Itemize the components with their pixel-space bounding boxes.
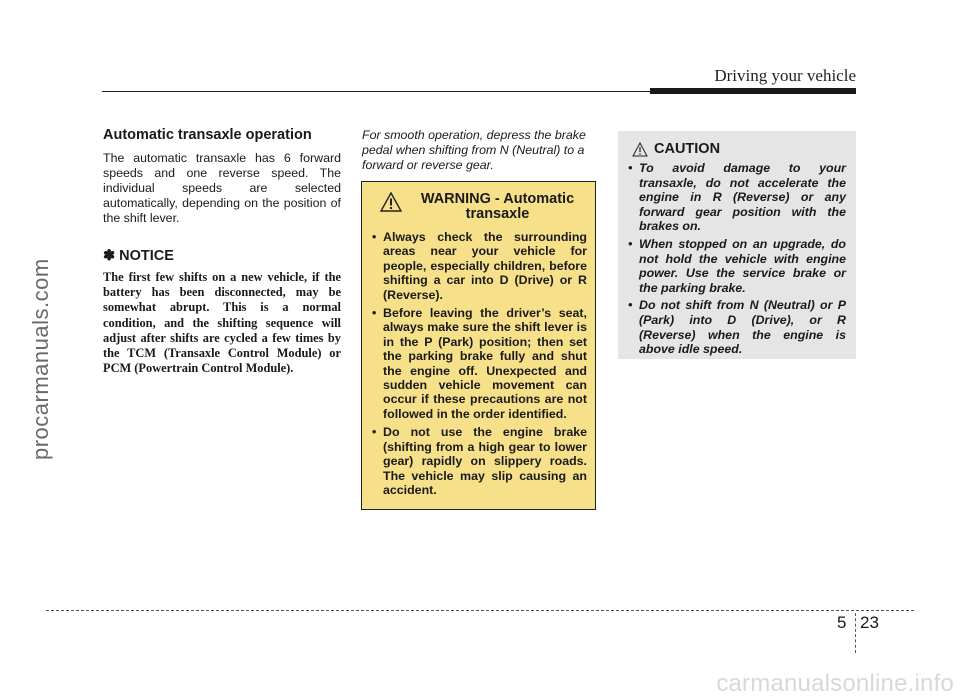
notice-heading bbox=[103, 248, 341, 264]
list-item: • Do not use the engine brake (shifting from a high gear to lower gear) rapidly on slippery roads. The vehicle may slip causing an accident. bbox=[372, 425, 587, 497]
chapter-number: 5 bbox=[837, 613, 847, 632]
page-number-divider bbox=[855, 613, 856, 653]
footer-rule bbox=[46, 610, 914, 611]
warning-list bbox=[372, 230, 587, 497]
warning-title-line-2: transaxle bbox=[465, 206, 530, 222]
list-item: • Always check the surrounding areas near your vehicle for people, especially children, before shifting a car into D (Drive) or R (Reverse). bbox=[372, 230, 587, 302]
header-rule-bar bbox=[650, 88, 856, 94]
list-item: • To avoid damage to your transaxle, do not accelerate the engine in R (Reverse) or any forward gear position with the brakes on. bbox=[628, 161, 846, 234]
list-item: • When stopped on an upgrade, do not hold the vehicle with engine power. Use the service brake or the parking brake. bbox=[628, 236, 846, 295]
caution-item-text: To avoid damage to your transaxle, do not accelerate the engine in R (Reverse) or any forward gear position with the brakes on. bbox=[639, 161, 846, 234]
page-number: 23 bbox=[860, 613, 879, 632]
list-item: • Before leaving the driver’s seat, always make sure the shift lever is in the P (Park) position; then set the parking brake fully and shut the engine off. Unexpected and sudden vehicle movement can occur if these precautions are not followed in the order identified. bbox=[372, 306, 587, 421]
caution-triangle-icon bbox=[632, 142, 648, 157]
caution-item-text: When stopped on an upgrade, do not hold the vehicle with engine power. Use the service brake or the parking brake. bbox=[639, 236, 846, 295]
warning-item-text: Always check the surrounding areas near your vehicle for people, especially children, before shifting a car into D (Drive) or R (Reverse). bbox=[383, 230, 587, 302]
list-item: • Do not shift from N (Neutral) or P (Park) into D (Drive), or R (Reverse) when the engine is above idle speed. bbox=[628, 298, 846, 357]
notice-text: The first few shifts on a new vehicle, if the battery has been disconnected, may be somewhat abrupt. This is a normal condition, and the shifting sequence will adjust after shifts are cycled a few times by the TCM (Transaxle Control Module) or PCM (Powertrain Control Module). bbox=[103, 270, 341, 376]
warning-title bbox=[408, 192, 587, 222]
smooth-operation-text: For smooth operation, depress the brake pedal when shifting from N (Neutral) to a forward or reverse gear. bbox=[362, 128, 586, 172]
warning-triangle-icon bbox=[380, 192, 402, 212]
caution-list bbox=[628, 161, 846, 357]
bottom-watermark: carmanualsonline.info bbox=[716, 670, 954, 697]
transaxle-description: The automatic transaxle has 6 forward speeds and one reverse speed. The individual speeds are selected automatically, depending on the position of the shift lever. bbox=[103, 151, 341, 225]
caution-box bbox=[618, 131, 856, 359]
left-column bbox=[103, 127, 341, 376]
caution-title: CAUTION bbox=[654, 141, 721, 157]
section-heading: Automatic transaxle operation bbox=[103, 127, 312, 143]
warning-item-text: Before leaving the driver’s seat, always make sure the shift lever is in the P (Park) position; then set the parking brake fully and shut the engine off. Unexpected and sudden vehicle movement can occur if these precautions are not followed in the order identified. bbox=[383, 306, 587, 421]
warning-item-text: Do not use the engine brake (shifting from a high gear to lower gear) rapidly on slippery roads. The vehicle may slip causing an accident. bbox=[383, 425, 587, 497]
notice-label: NOTICE bbox=[119, 248, 174, 264]
warning-box bbox=[361, 181, 596, 510]
caution-item-text: Do not shift from N (Neutral) or P (Park) into D (Drive), or R (Reverse) when the engine is above idle speed. bbox=[639, 298, 846, 357]
warning-header bbox=[372, 192, 587, 222]
warning-title-line-1: WARNING - Automatic bbox=[420, 191, 575, 207]
notice-icon: ✽ bbox=[103, 248, 116, 264]
header-title: Driving your vehicle bbox=[714, 66, 856, 85]
side-watermark: procarmanuals.com bbox=[28, 258, 53, 460]
caution-header bbox=[628, 141, 846, 157]
